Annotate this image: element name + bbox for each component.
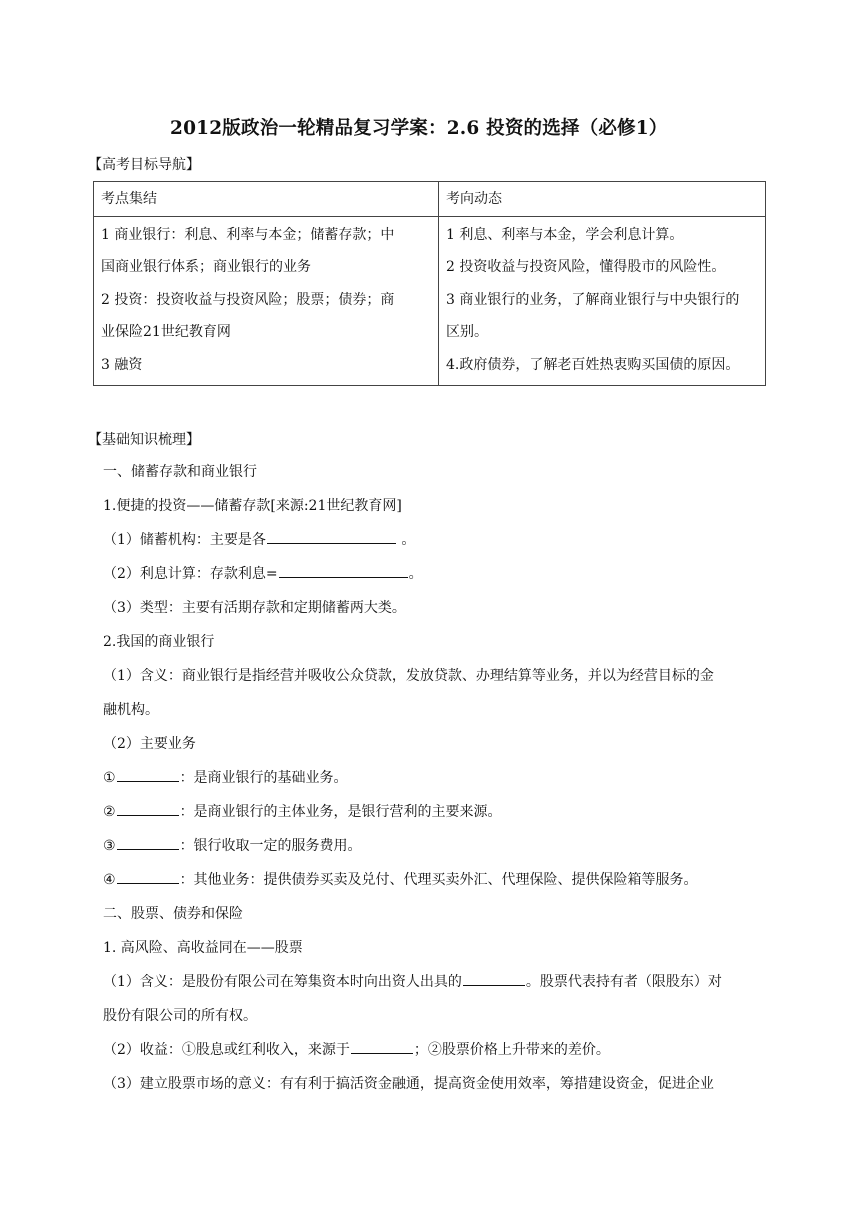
table-header-cell: 考点集结: [94, 182, 439, 217]
item-savings-institution: [103, 529, 415, 549]
item-text: （1）含义：是股份有限公司在筹集资本时向出资人出具的: [103, 974, 462, 990]
table-cell-line: 3 融资: [101, 356, 143, 373]
fill-blank[interactable]: [463, 971, 525, 986]
item-marker: ③: [103, 838, 116, 854]
table-header-cell: 考向动态: [439, 182, 766, 217]
item-bank-definition: （1）含义：商业银行是指经营并吸收公众贷款，发放贷款、办理结算等业务，并以为经营目标的金: [103, 668, 714, 684]
fill-blank[interactable]: [267, 529, 396, 544]
subheading-savings-deposit: 1.便捷的投资——储蓄存款[来源:21世纪教育网]: [103, 498, 402, 514]
table-cell-line: 业保险21世纪教育网: [101, 324, 231, 341]
item-main-business: （2）主要业务: [103, 736, 196, 752]
business-item: [103, 801, 502, 821]
subheading-stocks: 1. 高风险、高收益同在——股票: [103, 940, 303, 956]
fill-blank[interactable]: [351, 1039, 413, 1054]
subheading-commercial-banks: 2.我国的商业银行: [103, 634, 215, 650]
item-marker: ①: [103, 770, 116, 786]
exam-target-table: [93, 181, 766, 386]
item-text: ：其他业务：提供债券买卖及兑付、代理买卖外汇、代理保险、提供保险箱等服务。: [179, 872, 698, 888]
table-cell-line: 2 投资：投资收益与投资风险；股票；债券；商: [101, 291, 395, 308]
item-deposit-types: （3）类型：主要有活期存款和定期储蓄两大类。: [103, 600, 406, 616]
item-stock-definition: [103, 971, 722, 991]
item-marker: ②: [103, 804, 116, 820]
table-cell-line: 4.政府债券，了解老百姓热衷购买国债的原因。: [446, 356, 740, 373]
fill-blank[interactable]: [117, 767, 179, 782]
table-cell-line: 1 商业银行：利息、利率与本金；储蓄存款；中: [101, 227, 395, 243]
section-heading-knowledge: 【基础知识梳理】: [88, 432, 200, 448]
table-cell-topics: [94, 217, 439, 386]
item-text: ；②股票价格上升带来的差价。: [413, 1042, 610, 1058]
item-text: （1）储蓄机构：主要是各: [103, 532, 266, 548]
page-title: 2012版政治一轮精品复习学案：2.6 投资的选择（必修1）: [170, 118, 668, 139]
fill-blank[interactable]: [117, 835, 179, 850]
item-stock-definition-cont: 股份有限公司的所有权。: [103, 1008, 257, 1024]
item-text: （2）收益：①股息或红利收入，来源于: [103, 1042, 350, 1058]
business-item: [103, 767, 348, 787]
item-text: 。股票代表持有者（限股东）对: [525, 974, 722, 990]
business-item: [103, 869, 698, 889]
item-text: ：银行收取一定的服务费用。: [179, 838, 362, 854]
section-heading-exam-nav: 【高考目标导航】: [88, 157, 200, 173]
item-text: 。: [396, 532, 416, 548]
table-cell-trends: [439, 217, 766, 386]
heading-savings-banks: 一、储蓄存款和商业银行: [103, 464, 257, 480]
table-cell-line: 3 商业银行的业务，了解商业银行与中央银行的: [446, 291, 740, 308]
table-cell-line: 1 利息、利率与本金，学会利息计算。: [446, 227, 684, 243]
fill-blank[interactable]: [117, 801, 179, 816]
table-cell-line: 2 投资收益与投资风险，懂得股市的风险性。: [446, 259, 726, 276]
item-text: （2）利息计算：存款利息=: [103, 566, 278, 582]
business-item: [103, 835, 362, 855]
item-marker: ④: [103, 872, 116, 888]
heading-stocks-bonds-insurance: 二、股票、债券和保险: [103, 906, 243, 922]
item-interest-calc: [103, 563, 423, 583]
table-cell-line: 国商业银行体系；商业银行的业务: [101, 259, 311, 276]
fill-blank[interactable]: [279, 563, 408, 578]
fill-blank[interactable]: [117, 869, 179, 884]
item-bank-definition-cont: 融机构。: [103, 702, 159, 718]
item-text: ：是商业银行的基础业务。: [179, 770, 348, 786]
item-text: ：是商业银行的主体业务，是银行营利的主要来源。: [179, 804, 502, 820]
item-text: 。: [408, 566, 423, 582]
item-stock-market-significance: （3）建立股票市场的意义：有有利于搞活资金融通，提高资金使用效率，筹措建设资金，促进企业: [103, 1076, 714, 1092]
item-stock-income: [103, 1039, 610, 1059]
table-cell-line: 区别。: [446, 324, 488, 341]
